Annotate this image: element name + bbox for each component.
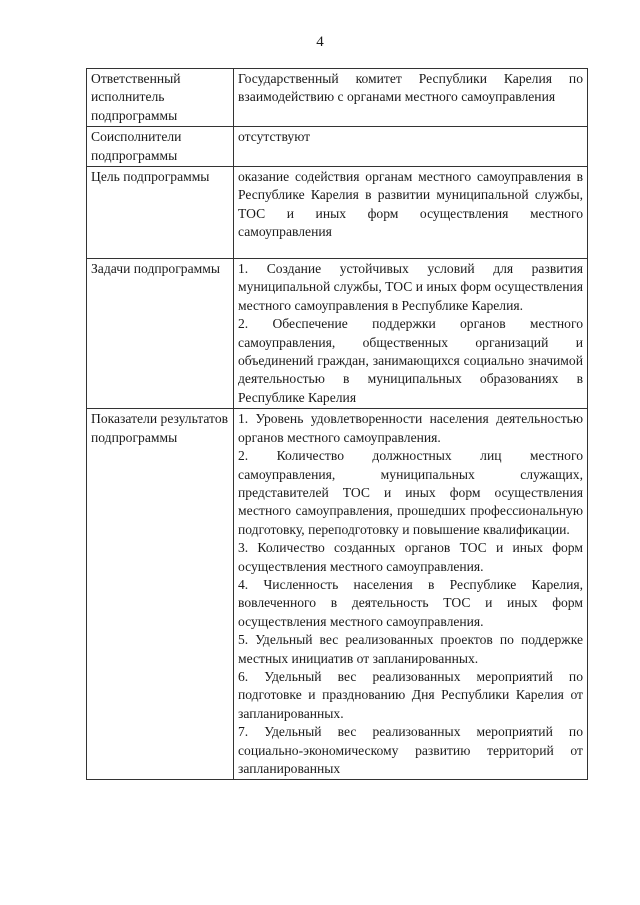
list-item: 3. Количество созданных органов ТОС и иных форм осуществления местного самоуправления. bbox=[238, 540, 583, 574]
row-value: отсутствуют bbox=[234, 127, 588, 167]
row-value-list bbox=[234, 259, 588, 409]
row-label: Задачи подпрограммы bbox=[87, 259, 234, 409]
row-value: оказание содействия органам местного самоуправления в Республике Карелия в развитии муниципальной службы, ТОС и иных форм осуществления местного самоуправления bbox=[234, 167, 588, 259]
list-item: 1. Уровень удовлетворенности населения деятельностью органов местного самоуправления. bbox=[238, 411, 583, 445]
list-item: 4. Численность населения в Республике Карелия, вовлеченного в деятельность ТОС и иных форм осуществления местного самоуправления. bbox=[238, 576, 583, 629]
page-number: 4 bbox=[316, 34, 324, 50]
row-label: Цель подпрограммы bbox=[87, 167, 234, 259]
list-item: 7. Удельный вес реализованных мероприятий по социально-экономическому развитию территорий от запланированных bbox=[238, 724, 583, 776]
row-value-list bbox=[234, 409, 588, 780]
table-row bbox=[87, 167, 588, 259]
subprogram-passport-table bbox=[86, 68, 588, 780]
table-row bbox=[87, 409, 588, 780]
row-label: Показатели результатов подпрограммы bbox=[87, 409, 234, 780]
list-item: 1. Создание устойчивых условий для развития муниципальной службы, ТОС и иных форм осуществления местного самоуправления в Республике Карелия. bbox=[238, 261, 583, 313]
row-label: Соисполнители подпрограммы bbox=[87, 127, 234, 167]
row-label: Ответственный исполнитель подпрограммы bbox=[87, 69, 234, 127]
list-item: 6. Удельный вес реализованных мероприятий по подготовке и празднованию Дня Республики Карелия от запланированных. bbox=[238, 668, 583, 721]
list-item: 5. Удельный вес реализованных проектов по поддержке местных инициатив от запланированных. bbox=[238, 632, 583, 666]
list-item: 2. Количество должностных лиц местного самоуправления, муниципальных служащих, представителей ТОС и иных форм осуществления местного самоуправления, прошедших профессиональную подготовку, переподготовку и повышение квалификации. bbox=[238, 448, 583, 537]
table-row bbox=[87, 127, 588, 167]
row-value: Государственный комитет Республики Карелия по взаимодействию с органами местного самоуправления bbox=[234, 69, 588, 127]
table-row bbox=[87, 259, 588, 409]
table-row bbox=[87, 69, 588, 127]
list-item: 2. Обеспечение поддержки органов местного самоуправления, общественных организаций и объединений граждан, занимающихся социально значимой деятельностью в муниципальных образованиях в Республике Карелия bbox=[238, 316, 583, 405]
